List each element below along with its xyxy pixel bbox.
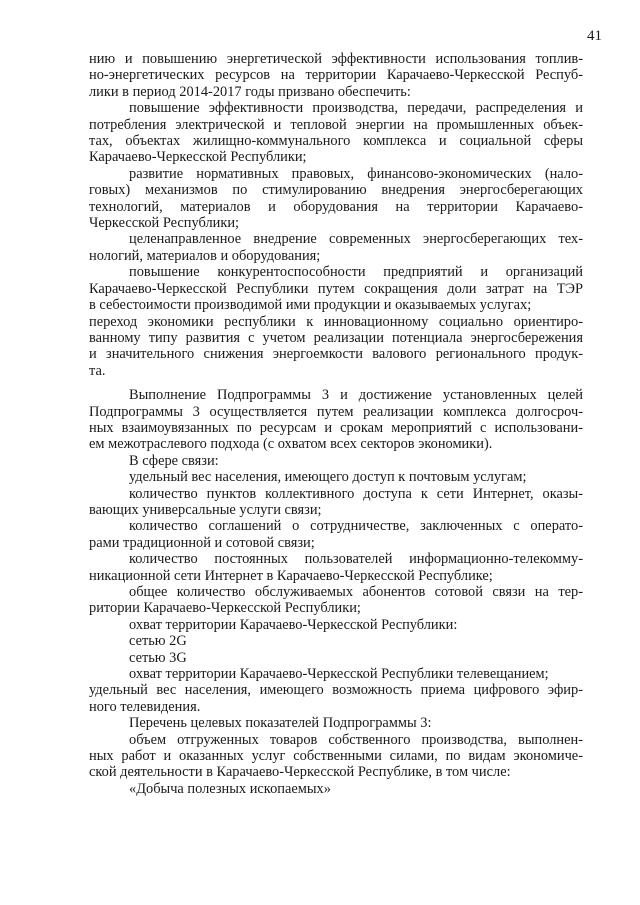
text-line: В сфере связи: [129, 452, 219, 469]
text-line: ного телевидения. [89, 698, 201, 715]
text-line: охват территории Карачаево-Черкесской Республики телевещанием; [129, 666, 549, 683]
text-line: целенаправленное внедрение современных энергосберегающих тех- [129, 231, 583, 248]
paragraph-item [89, 231, 583, 264]
paragraph-item [89, 518, 583, 551]
text-line: потребления электрической и тепловой энергии на промышленных объек- [89, 116, 583, 133]
text-line: Перечень целевых показателей Подпрограммы 3: [129, 715, 432, 732]
paragraph-item [89, 666, 583, 682]
text-line: переход экономики республики к инновационному социально ориентиро- [89, 313, 583, 330]
text-line: ской деятельности в Карачаево-Черкесской Республике, в том числе: [89, 764, 511, 781]
paragraph-item [89, 732, 583, 781]
text-line: Карачаево-Черкесской Республики путем сокращения доли затрат на ТЭР [89, 280, 583, 297]
paragraph-item [89, 682, 583, 715]
paragraph-item [89, 100, 583, 166]
text-line: Выполнение Подпрограммы 3 и достижение установленных целей [129, 387, 583, 404]
text-line: ванному типу развития с учетом реализации потенциала энергосбережения [89, 329, 583, 346]
text-line: но-энергетических ресурсов на территории Карачаево-Черкесской Респуб- [89, 67, 583, 84]
text-line: ем межотраслевого подхода (с охватом всех секторов экономики). [89, 436, 493, 453]
text-line: количество соглашений о сотрудничестве, заключенных с операто- [129, 518, 583, 535]
text-line: рами традиционной и сотовой связи; [89, 534, 315, 551]
text-line: говых) механизмов по стимулированию внедрения энергосберегающих [89, 182, 583, 199]
text-line: сетью 3G [129, 649, 187, 666]
section-heading [89, 715, 583, 731]
text-line: в себестоимости производимой ими продукции и оказываемых услугах; [89, 297, 532, 314]
text-line: удельный вес населения, имеющего доступ к почтовым услугам; [129, 469, 527, 486]
paragraph-item [89, 584, 583, 617]
text-line: нию и повышению энергетической эффективности использования топлив- [89, 51, 583, 67]
paragraph-item [89, 781, 583, 797]
paragraph-item [89, 469, 583, 485]
text-line: охват территории Карачаево-Черкесской Республики: [129, 616, 458, 633]
document-body [89, 51, 583, 797]
text-line: количество пунктов коллективного доступа к сети Интернет, оказы- [129, 485, 583, 502]
text-line: вающих универсальные услуги связи; [89, 501, 322, 518]
paragraph-item [89, 633, 583, 649]
paragraph-item [89, 264, 583, 313]
paragraph-item [89, 617, 583, 633]
text-line: развитие нормативных правовых, финансово-экономических (нало- [129, 165, 583, 182]
paragraph-item [89, 314, 583, 380]
paragraph-item [89, 551, 583, 584]
text-line: технологий, материалов и оборудования на территории Карачаево- [89, 198, 583, 215]
text-line: ных взаимоувязанных по ресурсам и срокам мероприятий с использовани- [89, 419, 583, 436]
text-line: «Добыча полезных ископаемых» [129, 780, 331, 797]
text-line: Карачаево-Черкесской Республики; [89, 149, 307, 166]
paragraph-item [89, 650, 583, 666]
text-line: и значительного снижения энергоемкости валового регионального продук- [89, 346, 583, 363]
text-line: та. [89, 362, 106, 379]
text-line: ных работ и оказанных услуг собственными силами, по видам экономиче- [89, 748, 583, 765]
page-number: 41 [587, 28, 602, 44]
paragraph-item [89, 387, 583, 453]
section-heading [89, 453, 583, 469]
text-line: никационной сети Интернет в Карачаево-Черкесской Республике; [89, 567, 493, 584]
paragraph-item [89, 166, 583, 232]
text-line: общее количество обслуживаемых абонентов сотовой связи на тер- [129, 584, 583, 600]
text-line: повышение эффективности производства, передачи, распределения и [129, 100, 583, 117]
text-line: повышение конкурентоспособности предприятий и организаций [129, 264, 583, 281]
text-line: ритории Карачаево-Черкесской Республики; [89, 600, 361, 617]
text-line: Черкесской Республики; [89, 215, 240, 232]
text-line: лики в период 2014-2017 годы призвано обеспечить: [89, 83, 411, 100]
text-line: объем отгруженных товаров собственного производства, выполнен- [129, 731, 583, 748]
text-line: удельный вес населения, имеющего возможность приема цифрового эфир- [89, 682, 583, 699]
text-line: количество постоянных пользователей информационно-телекомму- [129, 551, 583, 568]
text-line: Подпрограммы 3 осуществляется путем реализации комплекса долгосроч- [89, 403, 583, 420]
paragraph-item [89, 486, 583, 519]
paragraph-intro [89, 51, 583, 100]
text-line: тах, объектах жилищно-коммунального комплекса и социальной сферы [89, 133, 583, 150]
text-line: сетью 2G [129, 633, 187, 650]
text-line: нологий, материалов и оборудования; [89, 247, 321, 264]
